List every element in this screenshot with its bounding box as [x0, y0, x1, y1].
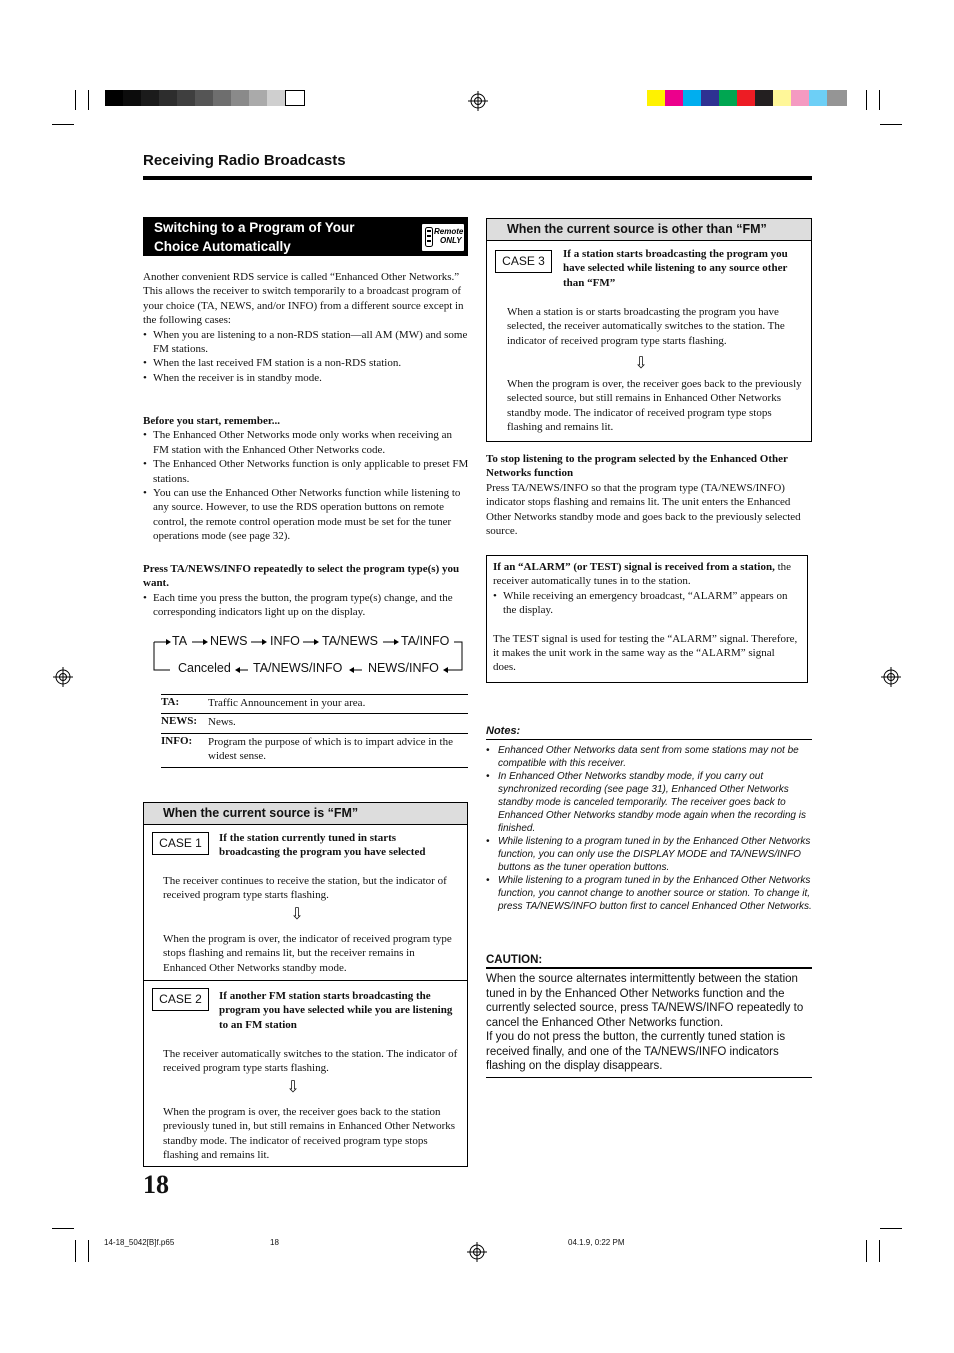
case2-text2: When the program is over, the receiver goes back to the station previously tuned in, but still remains in Enhanced Other Networks standby mode. The indicator of received program type stops flashing and remains lit.	[163, 1106, 456, 1162]
fm-panel-title: When the current source is “FM”	[144, 803, 467, 825]
case2-heading: If another FM station starts broadcasting the program you have selected while you are listening to an FM station	[219, 990, 453, 1031]
cycle-info: INFO	[270, 634, 300, 648]
cycle-ta-info: TA/INFO	[401, 634, 450, 648]
table-row: TA: Traffic Announcement in your area.	[161, 694, 468, 713]
down-arrow-icon: ⇩	[290, 904, 304, 923]
registration-target-icon	[881, 667, 901, 687]
before-you-start	[143, 414, 469, 544]
header-rule	[143, 176, 812, 180]
list-item: • Each time you press the button, the program type(s) change, and the corresponding indicators light up on the display.	[143, 591, 469, 620]
alarm-box: If an “ALARM” (or TEST) signal is received from a station, the receiver automatically tunes in to the station. • While receiving an emergency broadcast, “ALARM” appears on the display. The TEST signal is used for testing the “ALARM” signal. Therefore, it makes the unit work in the same way as the “ALARM” signal does.	[486, 555, 808, 683]
cycle-ta-news: TA/NEWS	[322, 634, 379, 648]
cycle-canceled: Canceled	[178, 661, 231, 675]
list-item: • When the last received FM station is a non-RDS station.	[143, 356, 469, 370]
fm-source-panel	[143, 802, 468, 1167]
case-divider	[144, 980, 467, 981]
cycle-ta: TA	[172, 634, 188, 648]
table-row: INFO: Program the purpose of which is to impart advice in the widest sense.	[161, 733, 468, 768]
list-item: • When you are listening to a non-RDS station—all AM (MW) and some FM stations.	[143, 328, 469, 357]
definition-table	[161, 694, 468, 768]
list-item: • While listening to a program tuned in by the Enhanced Other Networks function, you can only use the DISPLAY MODE and TA/NEWS/INFO buttons as the tuner operation buttons.	[486, 835, 812, 874]
case3-label: CASE 3	[495, 250, 552, 273]
table-row: NEWS: News.	[161, 713, 468, 732]
list-item: • In Enhanced Other Networks standby mode, if you carry out synchronized recording (see page 31), Enhanced Other Networks standby mode is canceled temporarily. The receiver goes back to Enhanced Other Networks standby mode again when the recording is finished.	[486, 770, 812, 835]
remote-control-icon	[425, 227, 433, 247]
intro-text: Another convenient RDS service is called “Enhanced Other Networks.” This allows the receiver to switch temporarily to a broadcast program of your choice (TA, NEWS, and/or INFO) from a different source except in the following cases: • When you are listening to a non-RDS station—all AM (MW) and some FM stations. • When the last received FM station is a non-RDS station. • When the receiver is in standby mode.	[143, 270, 469, 385]
footer-page: 18	[270, 1238, 279, 1247]
cycle-ta-news-info: TA/NEWS/INFO	[253, 661, 343, 675]
down-arrow-icon: ⇩	[634, 353, 648, 372]
list-item: • While listening to a program tuned in by the Enhanced Other Networks function, you cannot change to another source or station. To change it, press TA/NEWS/INFO button first to cancel Enhanced Other Networks.	[486, 874, 812, 913]
registration-target-icon	[467, 1242, 487, 1262]
list-item: • The Enhanced Other Networks mode only works when receiving an FM station with the Enhanced Other Networks code.	[143, 428, 469, 457]
caution-section: CAUTION: When the source alternates intermittently between the station tuned in by the Enhanced Other Networks function and the currently selected source, press TA/NEWS/INFO repeatedly to cancel the Enhanced Other Networks function. If you do not press the button, the currently tuned station is received finally, and one of the TA/NEWS/INFO indicators flashing on the display disappears.	[486, 954, 812, 1078]
list-item: • You can use the Enhanced Other Networks function while listening to any source. However, to use the RDS operation buttons on remote control, the remote control operation mode must be set for the tuner operations mode (see page 32).	[143, 486, 469, 544]
cycle-news-info: NEWS/INFO	[368, 661, 439, 675]
exception-list	[143, 328, 469, 386]
registration-target-icon	[53, 667, 73, 687]
cycle-news: NEWS	[210, 634, 248, 648]
case2-text1: The receiver automatically switches to the station. The indicator of received program type starts flashing.	[163, 1048, 458, 1075]
case1-label: CASE 1	[152, 832, 209, 855]
registration-target-icon	[468, 91, 488, 111]
page-header-title: Receiving Radio Broadcasts	[143, 152, 346, 169]
list-item: • When the receiver is in standby mode.	[143, 371, 469, 385]
list-item: • The Enhanced Other Networks function is only applicable to preset FM stations.	[143, 457, 469, 486]
case3-text2: When the program is over, the receiver goes back to the previously selected source, but still remains in Enhanced Other Networks standby mode. The indicator of received program type stops flashing and remains lit.	[507, 378, 802, 434]
section-title: Switching to a Program of Your Choice Automatically	[154, 220, 355, 254]
down-arrow-icon: ⇩	[286, 1077, 300, 1096]
notes-title: Notes:	[486, 725, 812, 740]
list-item: • Enhanced Other Networks data sent from some stations may not be compatible with this receiver.	[486, 744, 812, 770]
case1-text2: When the program is over, the indicator of received program type stops flashing and remains lit, but the receiver remains in Enhanced Other Networks standby mode.	[163, 933, 452, 974]
case1-heading: If the station currently tuned in starts broadcasting the program you have selected	[219, 832, 426, 859]
case2-label: CASE 2	[152, 988, 209, 1011]
remote-only-badge: Remote ONLY	[421, 223, 465, 252]
list-item: • While receiving an emergency broadcast, “ALARM” appears on the display.	[493, 589, 799, 618]
case3-text1: When a station is or starts broadcasting the program you have selected, the receiver automatically switches to the station. The indicator of received program type starts flashing.	[507, 306, 785, 347]
stop-listening: To stop listening to the program selected by the Enhanced Other Networks function Press TA/NEWS/INFO so that the program type (TA/NEWS/INFO) indicator stops flashing and remains lit. The unit enters the Enhanced Other Networks standby mode and goes back to the previously selected source.	[486, 453, 801, 538]
section-title-box	[143, 217, 468, 256]
other-panel-title: When the current source is other than “FM”	[487, 219, 811, 241]
other-source-panel	[486, 218, 812, 442]
before-title: Before you start, remember...	[143, 415, 280, 427]
notes-section	[486, 725, 812, 913]
case1-text1: The receiver continues to receive the station, but the indicator of received program type starts flashing.	[163, 875, 447, 902]
case3-heading: If a station starts broadcasting the program you have selected while listening to any source other than “FM”	[563, 248, 788, 289]
footer-date: 04.1.9, 0:22 PM	[568, 1238, 625, 1247]
press-instruction: Press TA/NEWS/INFO repeatedly to select the program type(s) you want. • Each time you press the button, the program type(s) change, and the corresponding indicators light up on the display.	[143, 562, 469, 620]
footer-file: 14-18_5042[B]f.p65	[104, 1238, 175, 1247]
caution-title: CAUTION:	[486, 954, 812, 969]
page-number: 18	[143, 1170, 169, 1199]
